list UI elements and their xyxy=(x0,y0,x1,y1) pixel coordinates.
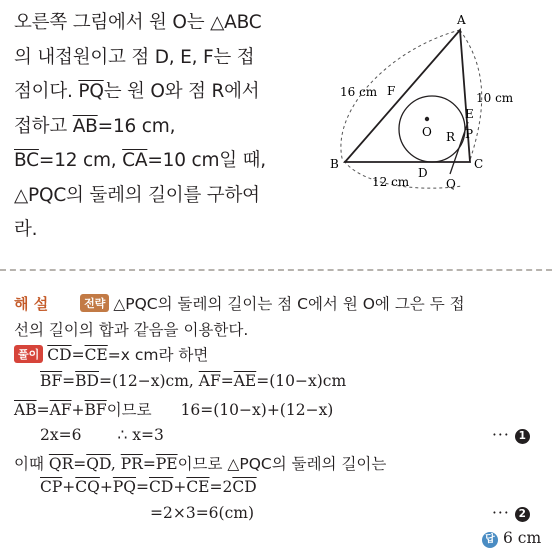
text: 이므로 △PQC의 둘레의 길이는 xyxy=(177,455,387,473)
seg: $\overline{CE}$ xyxy=(186,478,210,496)
equation: ∴ x=3 xyxy=(117,426,164,444)
problem-line-5 xyxy=(14,144,314,179)
text: =12 cm, xyxy=(38,150,123,171)
eq: = xyxy=(73,455,87,473)
solution-section xyxy=(0,280,552,550)
text: =(12−x)cm, xyxy=(98,372,199,390)
eq: = xyxy=(136,478,150,496)
seg: $\overline{CD}$ xyxy=(47,346,72,364)
seg: $\overline{QR}$ xyxy=(48,455,74,473)
problem-line-2: 의 내접원이고 점 D, E, F는 접 xyxy=(14,46,255,68)
problem-line-1: 오른쪽 그림에서 원 O는 △ABC xyxy=(14,12,262,33)
seg: $\overline{AF}$ xyxy=(198,372,221,390)
text: 이므로 xyxy=(106,401,152,419)
strategy-line-1 xyxy=(14,292,465,314)
segment-ca: $\overline{CA}$ xyxy=(122,150,148,171)
eq: = xyxy=(142,455,156,473)
solve-line-1 xyxy=(14,343,208,365)
solve-tag: 풀이 xyxy=(14,345,43,363)
text: 이때 xyxy=(14,455,49,473)
strategy-text-1: △PQC의 둘레의 길이는 점 C에서 원 O에 그은 두 접 xyxy=(113,295,465,313)
segment-pq: $\overline{PQ}$ xyxy=(78,81,104,102)
seg: $\overline{AF}$ xyxy=(49,401,72,419)
eq: = xyxy=(71,346,85,364)
center-o-dot xyxy=(425,117,429,121)
eq: = xyxy=(36,401,50,419)
length-ca: 10 cm xyxy=(476,91,514,105)
solve-line-2 xyxy=(40,372,346,390)
answer-value: 6 cm xyxy=(503,529,542,547)
solution-heading: 해 설 xyxy=(14,295,49,313)
segment-bc: $\overline{BC}$ xyxy=(14,150,39,171)
text: =10 cm일 때, xyxy=(147,150,266,171)
problem-text xyxy=(14,6,314,248)
label-r: R xyxy=(446,130,456,144)
dots: ··· xyxy=(492,426,510,444)
solve-line-5 xyxy=(14,452,386,474)
label-b: B xyxy=(330,157,339,171)
seg: $\overline{AE}$ xyxy=(233,372,257,390)
seg: $\overline{AB}$ xyxy=(14,401,37,419)
label-o: O xyxy=(422,125,432,139)
text: 접하고 xyxy=(14,115,73,137)
solve-line-4 xyxy=(40,426,164,444)
seg: $\overline{PE}$ xyxy=(155,455,178,473)
seg: $\overline{BF}$ xyxy=(84,401,107,419)
text: =x cm라 하면 xyxy=(107,346,209,364)
label-c: C xyxy=(474,157,484,171)
problem-line-4 xyxy=(14,110,314,145)
eq: = xyxy=(62,372,76,390)
strategy-text-2: 선의 길이의 합과 같음을 이용한다. xyxy=(14,321,249,339)
seg: $\overline{BF}$ xyxy=(40,372,63,390)
seg: $\overline{PQ}$ xyxy=(112,478,137,496)
seg: $\overline{CP}$ xyxy=(40,478,63,496)
plus: + xyxy=(99,478,113,496)
equation: 16=(10−x)+(12−x) xyxy=(180,401,334,419)
marker-1-group xyxy=(492,426,530,444)
seg: $\overline{CE}$ xyxy=(84,346,108,364)
problem-section xyxy=(0,0,552,268)
eq: =2 xyxy=(209,478,233,496)
seg: $\overline{PR}$ xyxy=(120,455,143,473)
plus: + xyxy=(62,478,76,496)
seg: $\overline{CQ}$ xyxy=(75,478,100,496)
label-q: Q xyxy=(446,177,456,191)
dashed-arc-left xyxy=(341,30,462,188)
triangle-figure xyxy=(312,8,542,198)
text: =16 cm, xyxy=(97,115,176,137)
strategy-tag: 전략 xyxy=(80,294,109,312)
label-d: D xyxy=(418,166,428,180)
length-ab: 16 cm xyxy=(340,85,378,99)
incircle-o xyxy=(399,96,465,162)
label-e: E xyxy=(465,107,474,121)
solve-line-3 xyxy=(14,398,333,420)
solve-line-6 xyxy=(40,478,257,496)
seg: $\overline{CD}$ xyxy=(149,478,174,496)
solve-line-7: =2×3=6(cm) xyxy=(150,504,255,522)
comma: , xyxy=(110,455,121,473)
marker-2-group xyxy=(492,504,530,522)
plus: + xyxy=(71,401,85,419)
text: =(10−x)cm xyxy=(256,372,347,390)
text: 점이다. xyxy=(14,81,79,102)
section-divider xyxy=(0,269,552,271)
problem-line-3 xyxy=(14,75,314,110)
step-marker-2: 2 xyxy=(515,507,530,522)
segment-ab: $\overline{AB}$ xyxy=(72,115,98,137)
text: 는 원 O와 점 R에서 xyxy=(103,81,260,102)
length-bc: 12 cm xyxy=(372,175,410,189)
step-marker-1: 1 xyxy=(515,429,530,444)
label-a: A xyxy=(457,13,466,27)
dots: ··· xyxy=(492,504,510,522)
label-p: P xyxy=(465,127,474,141)
eq: = xyxy=(220,372,234,390)
problem-line-7: 라. xyxy=(14,219,38,240)
seg: $\overline{QD}$ xyxy=(86,455,111,473)
label-f: F xyxy=(387,84,396,98)
answer-tag: 답 xyxy=(482,532,498,548)
seg: $\overline{BD}$ xyxy=(75,372,99,390)
problem-line-6: △PQC의 둘레의 길이를 구하여 xyxy=(14,184,260,206)
plus: + xyxy=(173,478,187,496)
answer-line xyxy=(482,529,541,548)
equation: 2x=6 xyxy=(40,426,82,444)
seg: $\overline{CD}$ xyxy=(232,478,257,496)
